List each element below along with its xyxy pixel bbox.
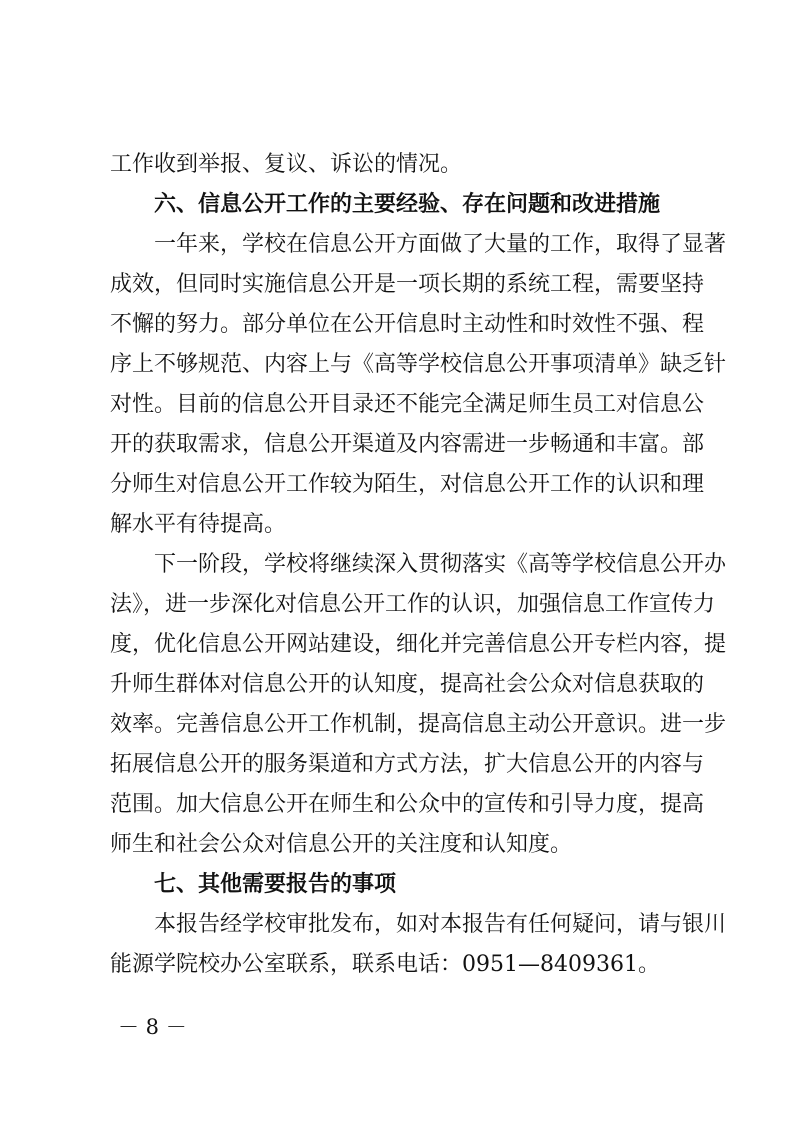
paragraph-line: 本报告经学校审批发布，如对本报告有任何疑问，请与银川 (154, 912, 727, 937)
paragraph-experience (110, 225, 727, 545)
paragraph-line: 开的获取需求，信息公开渠道及内容需进一步畅通和丰富。部 (110, 432, 705, 457)
paragraph-line: 范围。加大信息公开在师生和公众中的宣传和引导力度，提高 (110, 792, 705, 817)
paragraph-line: 成效，但同时实施信息公开是一项长期的系统工程，需要坚持 (110, 272, 705, 297)
paragraph-line: 效率。完善信息公开工作机制，提高信息主动公开意识。进一步 (110, 712, 727, 737)
paragraph-line: 对性。目前的信息公开目录还不能完全满足师生员工对信息公 (110, 392, 705, 417)
paragraph-line: 升师生群体对信息公开的认知度，提高社会公众对信息获取的 (110, 672, 705, 697)
contact-line: 能源学院校办公室联系，联系电话：0951—8409361。 (110, 952, 660, 977)
document-body (110, 145, 727, 985)
paragraph-line: 分师生对信息公开工作较为陌生，对信息公开工作的认识和理 (110, 472, 705, 497)
paragraph-line: 拓展信息公开的服务渠道和方式方法，扩大信息公开的内容与 (110, 752, 705, 777)
section-heading-6: 六、信息公开工作的主要经验、存在问题和改进措施 (154, 192, 661, 217)
paragraph-line: 不懈的努力。部分单位在公开信息时主动性和时效性不强、程 (110, 312, 705, 337)
paragraph-line: 法》，进一步深化对信息公开工作的认识，加强信息工作宣传力 (110, 592, 716, 617)
paragraph-line: 序上不够规范、内容上与《高等学校信息公开事项清单》缺乏针 (110, 352, 727, 377)
paragraph-line: 度，优化信息公开网站建设，细化并完善信息公开专栏内容，提 (110, 632, 727, 657)
page-number: － 8 － (118, 1015, 187, 1039)
paragraph-continuation-line: 工作收到举报、复议、诉讼的情况。 (110, 152, 463, 177)
paragraph-line: 解水平有待提高。 (110, 512, 287, 537)
paragraph-line: 下一阶段，学校将继续深入贯彻落实《高等学校信息公开办 (154, 552, 727, 577)
paragraph-line: 师生和社会公众对信息公开的关注度和认知度。 (110, 832, 573, 857)
paragraph-next-steps (110, 545, 727, 865)
paragraph-contact (110, 905, 727, 985)
paragraph-line: 一年来，学校在信息公开方面做了大量的工作，取得了显著 (154, 232, 727, 257)
section-heading-7: 七、其他需要报告的事项 (154, 872, 397, 897)
